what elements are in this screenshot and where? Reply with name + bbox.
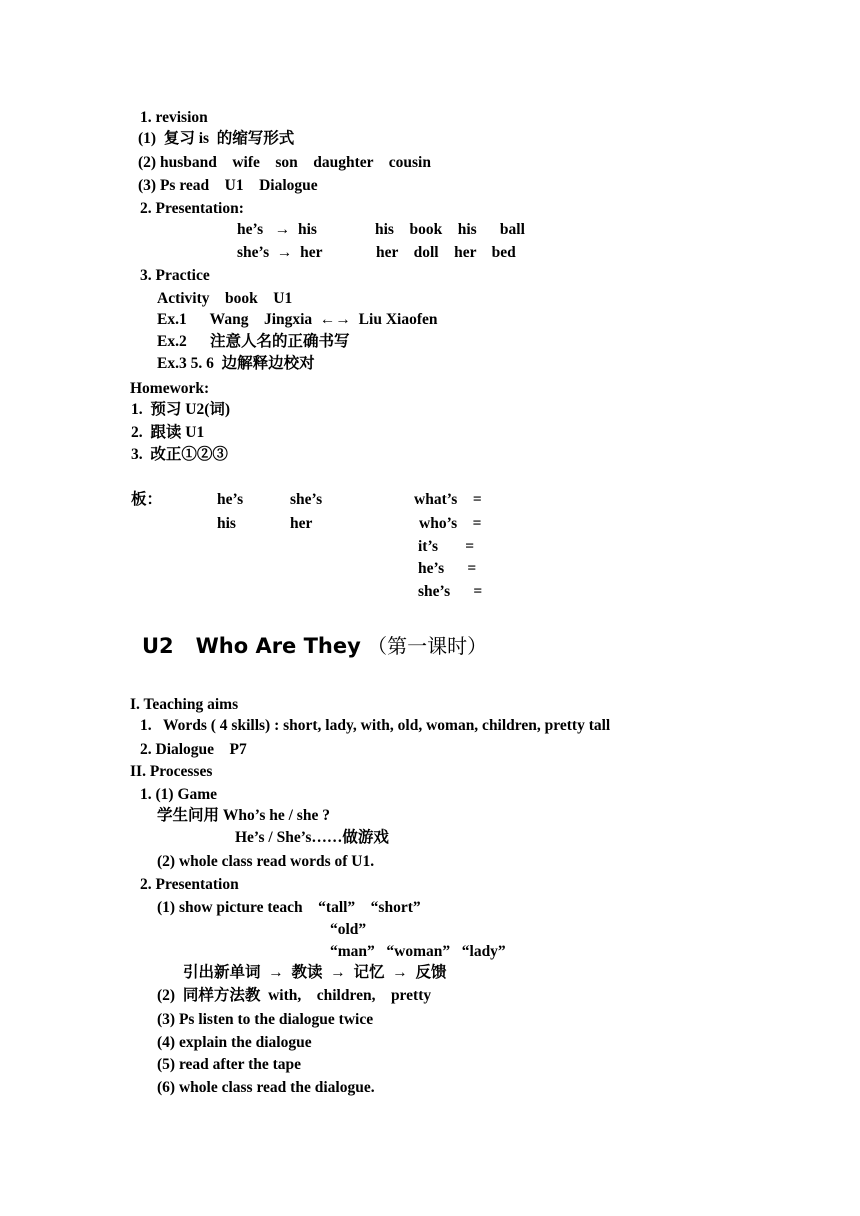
- unit-title-text: U2 Who Are They: [142, 634, 361, 658]
- aims-item-1: 1. Words ( 4 skills) : short, lady, with, old, woman, children, pretty tall: [140, 717, 611, 734]
- homework-item-3: 3. 改正①②③: [131, 446, 228, 463]
- presentation2-item-3: (3) Ps listen to the dialogue twice: [157, 1011, 374, 1028]
- game-heading: 1. (1) Game: [140, 786, 218, 803]
- presentation2-heading: 2. Presentation: [140, 876, 239, 893]
- presentation2-words: “man” “woman” “lady”: [330, 943, 506, 960]
- homework-heading: Homework:: [130, 380, 210, 397]
- game-item-3: (2) whole class read words of U1.: [157, 853, 375, 870]
- processes-heading: II. Processes: [130, 763, 213, 780]
- board-hes: he’s: [217, 491, 244, 508]
- board-her: her: [290, 515, 313, 532]
- revision-item-2: (2) husband wife son daughter cousin: [138, 154, 431, 171]
- revision-heading: 1. revision: [140, 109, 208, 126]
- presentation-heading: 2. Presentation:: [140, 200, 244, 217]
- presentation2-item-5: (5) read after the tape: [157, 1056, 302, 1073]
- board-shes: she’s: [290, 491, 323, 508]
- homework-item-1: 1. 预习 U2(词): [131, 401, 231, 418]
- presentation2-old: “old”: [330, 921, 367, 938]
- presentation2-item-6: (6) whole class read the dialogue.: [157, 1079, 375, 1096]
- game-item-2: He’s / She’s……做游戏: [235, 829, 389, 846]
- presentation-his-row: his book his ball: [375, 221, 525, 238]
- presentation2-item-4: (4) explain the dialogue: [157, 1034, 312, 1051]
- presentation-her-row: her doll her bed: [376, 244, 516, 261]
- board-whats: what’s =: [414, 491, 482, 508]
- presentation-shes: she’s → her: [237, 244, 323, 261]
- revision-item-1: (1) 复习 is 的缩写形式: [138, 130, 295, 147]
- board-his: his: [217, 515, 236, 532]
- practice-item-1: Activity book U1: [157, 290, 293, 307]
- board-label: 板：: [131, 491, 163, 508]
- practice-item-2: Ex.1 Wang Jingxia ←→ Liu Xiaofen: [157, 311, 438, 328]
- revision-item-3: (3) Ps read U1 Dialogue: [138, 177, 318, 194]
- practice-item-3: Ex.2 注意人名的正确书写: [157, 333, 350, 350]
- board-its: it’s =: [418, 538, 475, 555]
- unit-subtitle: （第一课时）: [360, 634, 488, 658]
- presentation-hes: he’s → his: [237, 221, 317, 238]
- practice-item-4: Ex.3 5. 6 边解释边校对: [157, 355, 315, 372]
- aims-item-2: 2. Dialogue P7: [140, 741, 247, 758]
- board-whos: who’s =: [419, 515, 482, 532]
- presentation2-flow: 引出新单词 → 教读 → 记忆 → 反馈: [183, 964, 447, 981]
- homework-item-2: 2. 跟读 U1: [131, 424, 205, 441]
- practice-heading: 3. Practice: [140, 267, 210, 284]
- aims-heading: I. Teaching aims: [130, 696, 239, 713]
- presentation2-item-1: (1) show picture teach “tall” “short”: [157, 899, 421, 916]
- game-item-1: 学生问用 Who’s he / she ?: [157, 807, 330, 824]
- presentation2-item-2: (2) 同样方法教 with, children, pretty: [157, 987, 432, 1004]
- board-shes-eq: she’s =: [418, 583, 483, 600]
- unit-title: [142, 632, 487, 660]
- board-hes-eq: he’s =: [418, 560, 477, 577]
